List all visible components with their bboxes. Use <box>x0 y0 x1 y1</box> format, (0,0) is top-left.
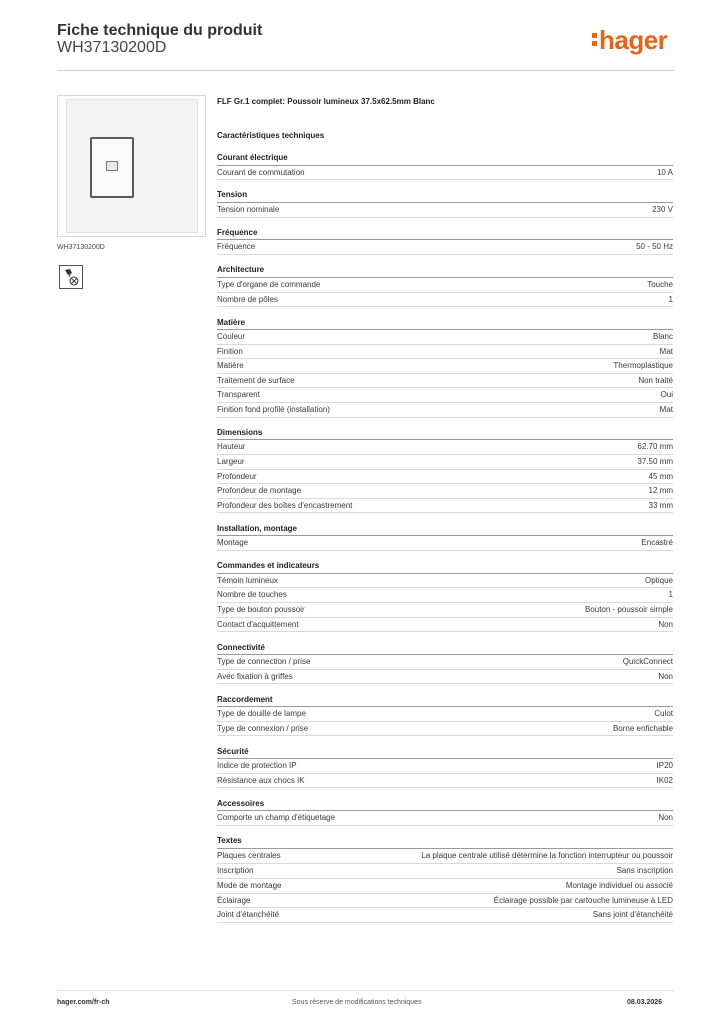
spec-group-title: Commandes et indicateurs <box>217 560 673 574</box>
spec-row <box>217 908 673 923</box>
product-reference: WH37130200D <box>57 39 167 56</box>
spec-value: QuickConnect <box>622 657 673 667</box>
spec-value: Borne enfichable <box>612 723 673 733</box>
spec-label: Profondeur de montage <box>217 486 302 496</box>
spec-label: Résistance aux chocs IK <box>217 775 305 785</box>
logo-text: hager <box>599 25 668 55</box>
spec-row <box>217 759 673 774</box>
spec-label: Type de bouton poussoir <box>217 605 305 615</box>
spec-value: IP20 <box>656 761 673 771</box>
spec-row <box>217 278 673 293</box>
spec-group-title: Tension <box>217 189 673 203</box>
spec-label: Profondeur <box>217 471 257 481</box>
spec-label: Plaques centrales <box>217 850 281 860</box>
switch-plate <box>66 99 198 233</box>
spec-group <box>217 227 673 255</box>
spec-value: Non traité <box>638 375 673 385</box>
spec-label: Mode de montage <box>217 881 282 890</box>
spec-value: 50 - 50 Hz <box>636 242 673 252</box>
spec-label: Type d'organe de commande <box>217 279 321 289</box>
spec-group <box>217 317 673 418</box>
spec-group <box>217 835 673 922</box>
spec-list <box>217 152 673 932</box>
spec-group <box>217 642 673 685</box>
spec-value: Touche <box>647 279 673 289</box>
spec-row <box>217 894 673 909</box>
spec-value: Sans joint d'étanchéité <box>592 910 673 920</box>
spec-group-title: Dimensions <box>217 427 673 441</box>
spec-group-title: Courant électrique <box>217 152 673 166</box>
spec-row <box>217 470 673 485</box>
image-caption: WH37130200D <box>57 244 105 251</box>
spec-value: 33 mm <box>648 500 673 510</box>
spec-value: Éclairage possible par cartouche lumineuse à LED <box>493 895 673 905</box>
footer-note: Sous réserve de modifications techniques <box>292 999 422 1006</box>
spec-value: Thermoplastique <box>613 361 673 371</box>
spec-row <box>217 603 673 618</box>
spec-row <box>217 374 673 389</box>
spec-value: La plaque centrale utilisé détermine la fonction interrupteur ou poussoir <box>421 850 673 860</box>
spec-value: Optique <box>644 575 673 585</box>
spec-label: Profondeur des boîtes d'encastrement <box>217 500 353 510</box>
spec-label: Montage <box>217 538 249 548</box>
spec-value: Mat <box>659 405 673 414</box>
spec-row <box>217 722 673 737</box>
spec-row <box>217 240 673 255</box>
spec-group <box>217 560 673 632</box>
spec-row <box>217 330 673 345</box>
spec-label: Indice de protection IP <box>217 761 297 771</box>
footer-divider <box>57 990 674 991</box>
spec-value: 10 A <box>656 167 673 177</box>
spec-label: Couleur <box>217 332 246 342</box>
spec-row <box>217 879 673 894</box>
spec-value: Culot <box>654 709 673 719</box>
spec-row <box>217 811 673 826</box>
spec-label: Traitement de surface <box>217 375 295 385</box>
spec-label: Nombre de pôles <box>217 294 278 304</box>
spec-label: Contact d'acquittement <box>217 619 299 629</box>
spec-group-title: Architecture <box>217 264 673 278</box>
spec-label: Comporte un champ d'étiquetage <box>217 813 336 823</box>
spec-group <box>217 189 673 217</box>
spec-row <box>217 293 673 308</box>
spec-group-title: Raccordement <box>217 694 673 708</box>
spec-group <box>217 264 673 307</box>
spec-group-title: Connectivité <box>217 642 673 656</box>
spec-label: Largeur <box>217 457 245 467</box>
spec-value: 1 <box>668 590 673 600</box>
spec-group-title: Fréquence <box>217 227 673 241</box>
spec-row <box>217 655 673 670</box>
spec-value: Non <box>658 813 673 823</box>
spec-label: Courant de commutation <box>217 167 305 177</box>
spec-row <box>217 440 673 455</box>
spec-group-title: Matière <box>217 317 673 331</box>
spec-label: Matière <box>217 361 244 371</box>
spec-group <box>217 427 673 513</box>
spec-row <box>217 388 673 403</box>
spec-group <box>217 694 673 737</box>
spec-value: 62.70 mm <box>637 442 673 452</box>
spec-value: Montage individuel ou associé <box>565 881 673 890</box>
logo-colon-mark <box>592 33 597 49</box>
spec-value: Mat <box>659 346 673 356</box>
spec-value: IK02 <box>656 775 673 785</box>
spec-group <box>217 523 673 551</box>
spec-value: 12 mm <box>648 486 673 496</box>
recycling-symbol-icon <box>59 265 83 289</box>
spec-row <box>217 670 673 685</box>
spec-label: Tension nominale <box>217 204 280 214</box>
spec-label: Nombre de touches <box>217 590 287 600</box>
spec-label: Avec fixation à griffes <box>217 671 293 681</box>
header-divider <box>57 70 674 71</box>
hager-logo <box>592 27 667 53</box>
spec-row <box>217 484 673 499</box>
spec-label: Type de connexion / prise <box>217 723 309 733</box>
spec-value: Oui <box>660 390 673 400</box>
spec-group-title: Sécurité <box>217 746 673 760</box>
spec-group-title: Textes <box>217 835 673 849</box>
spec-value: Non <box>658 619 673 629</box>
spec-label: Type de connection / prise <box>217 657 311 667</box>
spec-value: Encastré <box>641 538 673 548</box>
spec-row <box>217 455 673 470</box>
spec-label: Finition <box>217 346 243 356</box>
spec-group-title: Accessoires <box>217 798 673 812</box>
spec-label: Joint d'étanchéité <box>217 910 280 920</box>
spec-row <box>217 536 673 551</box>
spec-label: Transparent <box>217 390 260 400</box>
spec-label: Fréquence <box>217 242 256 252</box>
spec-label: Témoin lumineux <box>217 575 278 585</box>
spec-row <box>217 849 673 865</box>
spec-group <box>217 746 673 789</box>
footer-date: 08.03.2026 <box>627 999 663 1006</box>
spec-group <box>217 152 673 180</box>
spec-row <box>217 588 673 603</box>
spec-row <box>217 499 673 514</box>
spec-label: Hauteur <box>217 442 246 452</box>
switch-rocker <box>90 137 134 198</box>
spec-value: 1 <box>668 294 673 304</box>
spec-group <box>217 798 673 826</box>
spec-row <box>217 774 673 789</box>
spec-value: Non <box>658 671 673 681</box>
spec-group-title: Installation, montage <box>217 523 673 537</box>
product-image <box>57 95 206 237</box>
spec-row <box>217 707 673 722</box>
tech-heading: Caractéristiques techniques <box>217 131 325 140</box>
spec-value: 45 mm <box>648 471 673 481</box>
document-title: Fiche technique du produit <box>57 22 263 39</box>
spec-row <box>217 864 673 879</box>
spec-row <box>217 203 673 218</box>
spec-value: 37.50 mm <box>637 457 673 467</box>
spec-label: Finition fond profilé (installation) <box>217 405 330 414</box>
footer-website: hager.com/fr-ch <box>57 999 110 1006</box>
spec-value: Blanc <box>652 332 673 342</box>
spec-value: Bouton - poussoir simple <box>584 605 673 615</box>
spec-row <box>217 166 673 181</box>
spec-label: Type de douille de lampe <box>217 709 306 719</box>
spec-row <box>217 345 673 360</box>
spec-row <box>217 574 673 589</box>
spec-row <box>217 618 673 633</box>
spec-row <box>217 359 673 374</box>
indicator-light-icon <box>106 161 118 171</box>
spec-value: Sans inscription <box>616 866 673 876</box>
spec-value: 230 V <box>652 204 673 214</box>
spec-label: Éclairage <box>217 895 251 905</box>
spec-row <box>217 403 673 418</box>
product-description: FLF Gr.1 complet: Poussoir lumineux 37.5x62.5mm Blanc <box>217 97 435 106</box>
spec-label: Inscription <box>217 866 254 876</box>
